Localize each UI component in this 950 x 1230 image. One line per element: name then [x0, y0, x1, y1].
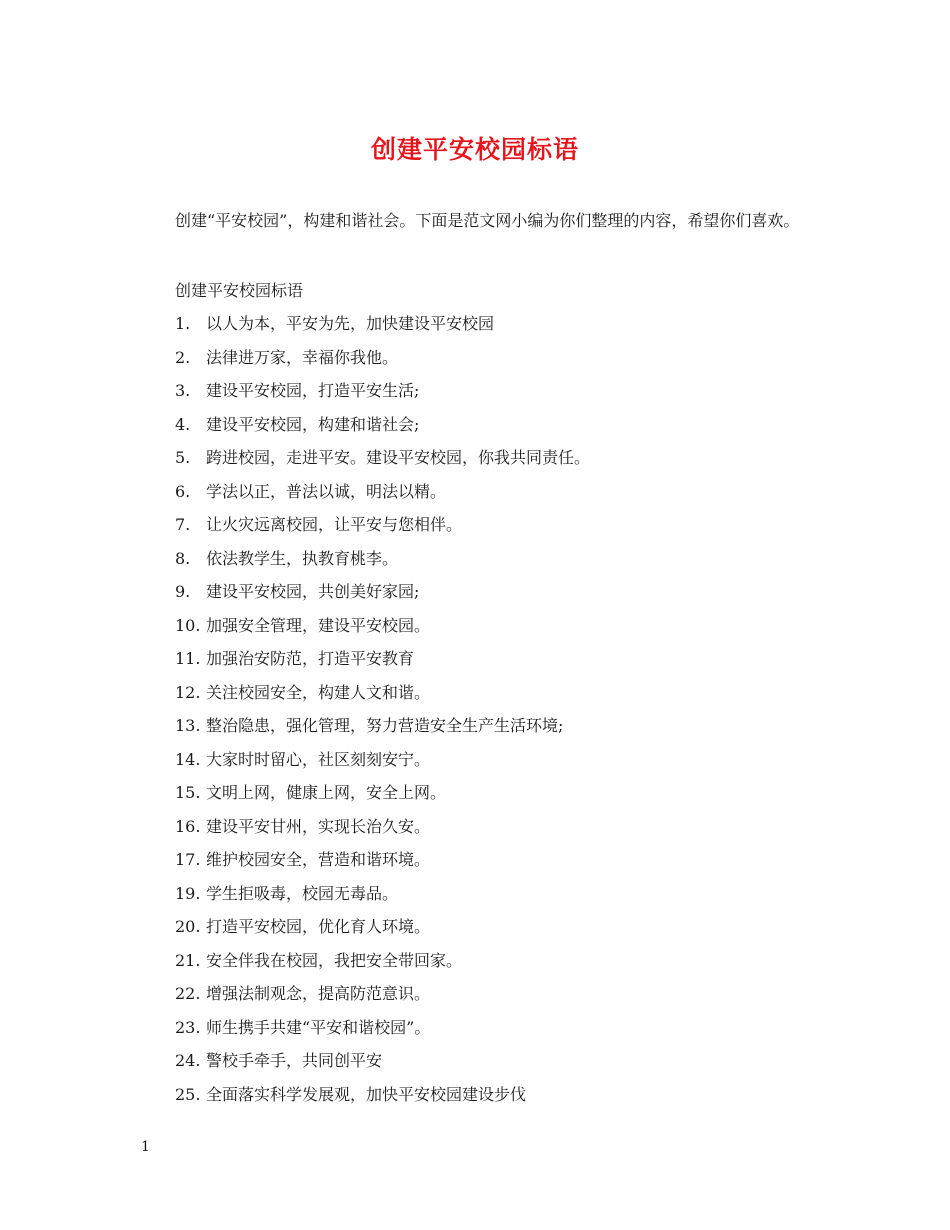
list-item-text: 加强治安防范，打造平安教育: [206, 649, 415, 668]
document-title: 创建平安校园标语: [370, 135, 579, 164]
list-item: [175, 307, 590, 341]
list-item-text: 以人为本，平安为先，加快建设平安校园: [206, 314, 495, 333]
list-item-text: 建设平安甘州，实现长治久安。: [206, 816, 431, 836]
list-item-number: 7.: [175, 515, 191, 534]
list-item: [175, 508, 590, 542]
list-item: [175, 441, 590, 475]
list-item-number: 19.: [175, 883, 201, 903]
list-item-text: 维护校园安全，营造和谐环境。: [206, 850, 431, 869]
list-item-text: 依法教学生，执教育桃李。: [206, 548, 399, 568]
list-item-text: 全面落实科学发展观，加快平安校园建设步伐: [206, 1084, 527, 1104]
list-item: [175, 609, 590, 643]
list-item-number: 12.: [175, 682, 201, 702]
list-item-number: 24.: [175, 1051, 201, 1070]
list-item-number: 10.: [175, 615, 201, 635]
list-item: [175, 776, 590, 810]
list-item: [175, 1011, 590, 1045]
list-item-number: 5.: [175, 448, 191, 467]
list-item-number: 6.: [175, 481, 191, 501]
list-item-text: 跨进校园，走进平安。建设平安校园，你我共同责任。: [206, 448, 591, 467]
intro-paragraph: 创建“平安校园”，构建和谐社会。下面是范文网小编为你们整理的内容，希望你们喜欢。: [175, 211, 800, 230]
list-item-number: 22.: [175, 984, 201, 1003]
list-item-number: 16.: [175, 816, 201, 836]
list-item: [175, 910, 590, 944]
list-item-text: 文明上网，健康上网，安全上网。: [206, 783, 447, 802]
slogan-list: [175, 307, 590, 1111]
list-item-number: 23.: [175, 1017, 201, 1037]
page-number: 1: [141, 1139, 150, 1155]
list-item: [175, 475, 590, 509]
list-item-number: 3.: [175, 381, 191, 400]
list-item: [175, 542, 590, 576]
list-item-text: 让火灾远离校园，让平安与您相伴。: [206, 515, 463, 534]
list-item-number: 20.: [175, 917, 201, 936]
list-item: [175, 944, 590, 978]
list-item-number: 14.: [175, 749, 201, 769]
list-item: [175, 1044, 590, 1078]
list-item-text: 整治隐患，强化管理，努力营造安全生产生活环境;: [206, 716, 564, 735]
list-item: [175, 843, 590, 877]
list-item-number: 11.: [175, 649, 201, 668]
list-item-text: 建设平安校园，共创美好家园;: [206, 582, 420, 601]
list-item-text: 打造平安校园，优化育人环境。: [206, 917, 431, 936]
list-item-number: 21.: [175, 950, 201, 970]
list-item-number: 8.: [175, 548, 191, 568]
list-item: [175, 642, 590, 676]
list-item: [175, 575, 590, 609]
list-item: [175, 709, 590, 743]
list-item-number: 9.: [175, 582, 191, 601]
list-item-text: 法律进万家，幸福你我他。: [206, 347, 399, 367]
list-item-text: 警校手牵手，共同创平安: [206, 1051, 383, 1070]
list-item: [175, 341, 590, 375]
list-item-number: 1.: [175, 314, 191, 333]
list-item: [175, 877, 590, 911]
list-item-text: 加强安全管理，建设平安校园。: [206, 615, 431, 635]
list-item-text: 师生携手共建“平安和谐校园”。: [206, 1017, 431, 1037]
list-item-text: 建设平安校园，构建和谐社会;: [206, 414, 420, 434]
list-item-text: 建设平安校园，打造平安生活;: [206, 381, 420, 400]
list-item-number: 17.: [175, 850, 201, 869]
list-item-text: 学生拒吸毒，校园无毒品。: [206, 883, 399, 903]
list-item-text: 大家时时留心，社区刻刻安宁。: [206, 749, 431, 769]
list-item-text: 增强法制观念，提高防范意识。: [206, 984, 431, 1003]
list-item-number: 4.: [175, 414, 191, 434]
list-item-text: 学法以正，普法以诚，明法以精。: [206, 481, 447, 501]
list-item-number: 25.: [175, 1084, 201, 1104]
list-item-number: 15.: [175, 783, 201, 802]
list-item: [175, 408, 590, 442]
list-item: [175, 743, 590, 777]
list-item: [175, 676, 590, 710]
list-item-number: 13.: [175, 716, 201, 735]
section-heading: 创建平安校园标语: [175, 281, 304, 300]
list-item: [175, 1078, 590, 1112]
list-item-text: 关注校园安全，构建人文和谐。: [206, 682, 431, 702]
list-item: [175, 810, 590, 844]
list-item-text: 安全伴我在校园，我把安全带回家。: [206, 950, 463, 970]
list-item-number: 2.: [175, 347, 191, 367]
list-item: [175, 977, 590, 1011]
list-item: [175, 374, 590, 408]
